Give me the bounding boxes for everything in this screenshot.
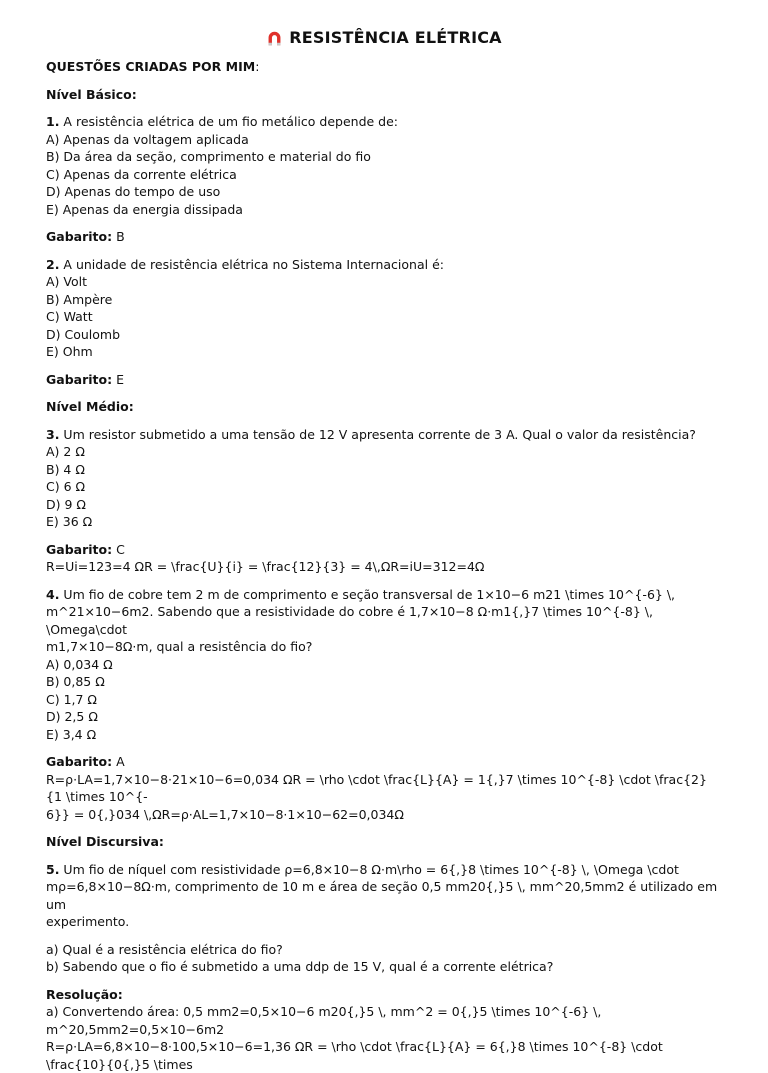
question-4-text-2: m^21×10−6m2. Sabendo que a resistividade do cobre é 1,7×10−8 Ω·m1{,}7 \times 10^{-8} \, \Omega\cdot — [46, 604, 657, 637]
q4-answer-label: Gabarito: — [46, 754, 113, 769]
q4-solution-1: R=ρ·LA=1,7×10−8·21×10−6=0,034 ΩR = \rho \cdot \frac{L}{A} = 1{,}7 \times 10^{-8} \cdot \frac{2}{1 \times 10^{- — [46, 771, 707, 804]
q2-option-b: B) Ampère — [46, 291, 113, 307]
q2-option-d: D) Coulomb — [46, 326, 121, 342]
q3-option-a: A) 2 Ω — [46, 444, 85, 459]
q2-option-e: E) Ohm — [46, 344, 93, 359]
page-title: RESISTÊNCIA ELÉTRICA — [289, 28, 502, 48]
question-2 — [46, 256, 722, 274]
question-4-text-3: m1,7×10−8Ω·m, qual a resistência do fio? — [46, 639, 313, 654]
question-1-text: A resistência elétrica de um fio metálico depende de: — [59, 114, 399, 129]
question-4-number: 4. — [46, 586, 60, 602]
magnet-icon — [266, 30, 283, 47]
question-1-number: 1. — [46, 114, 60, 129]
q1-option-a: A) Apenas da voltagem aplicada — [46, 131, 249, 147]
question-4-text-1: Um fio de cobre tem 2 m de comprimento e seção transversal de 1×10−6 m21 \times 10^{-6} \, — [59, 586, 676, 602]
q5-resolution-label: Resolução: — [46, 986, 123, 1002]
question-5-text-1: Um fio de níquel com resistividade ρ=6,8×10−8 Ω·m\rho = 6{,}8 \times 10^{-8} \, \Omega \cdot — [59, 861, 679, 877]
level-basic-heading: Nível Básico: — [46, 86, 137, 102]
q4-answer-value: A — [112, 754, 125, 769]
question-2-number: 2. — [46, 256, 60, 272]
question-1 — [46, 113, 722, 131]
q4-option-e: E) 3,4 Ω — [46, 726, 97, 742]
q3-answer-label: Gabarito: — [46, 541, 113, 557]
level-medium-heading: Nível Médio: — [46, 399, 134, 414]
q2-option-c: C) Watt — [46, 309, 93, 324]
q2-option-a: A) Volt — [46, 274, 88, 289]
q1-option-d: D) Apenas do tempo de uso — [46, 184, 221, 199]
question-3-number: 3. — [46, 426, 60, 442]
q4-option-b: B) 0,85 Ω — [46, 674, 105, 689]
question-4 — [46, 586, 722, 604]
q4-option-a: A) 0,034 Ω — [46, 656, 113, 672]
q5-resolution-2: R=ρ·LA=6,8×10−8·100,5×10−6=1,36 ΩR = \rho \cdot \frac{L}{A} = 6{,}8 \times 10^{-8} \cdot \frac{10}{0{,}5 \times — [46, 1039, 667, 1072]
q1-answer-label: Gabarito: — [46, 229, 113, 244]
question-3 — [46, 426, 722, 444]
q3-option-b: B) 4 Ω — [46, 461, 85, 477]
q4-option-d: D) 2,5 Ω — [46, 709, 98, 724]
q3-solution: R=Ui=123=4 ΩR = \frac{U}{i} = \frac{12}{3} = 4\,ΩR=iU=312=4Ω — [46, 559, 485, 574]
q3-option-c: C) 6 Ω — [46, 479, 86, 494]
question-5-text-3: experimento. — [46, 914, 130, 929]
q1-option-c: C) Apenas da corrente elétrica — [46, 166, 237, 182]
document-page — [46, 26, 722, 1073]
q1-answer-value: B — [112, 229, 125, 244]
q5-part-a: a) Qual é a resistência elétrica do fio? — [46, 941, 283, 957]
q3-option-e: E) 36 Ω — [46, 514, 93, 529]
question-2-text: A unidade de resistência elétrica no Sistema Internacional é: — [59, 256, 444, 272]
question-5 — [46, 861, 722, 879]
q1-option-b: B) Da área da seção, comprimento e material do fio — [46, 149, 371, 164]
title-row — [46, 26, 722, 50]
q2-answer-value: E — [112, 371, 124, 387]
intro-line — [46, 58, 722, 76]
question-5-text-2: mρ=6,8×10−8Ω·m, comprimento de 10 m e área de seção 0,5 mm20{,}5 \, mm^20,5mm2 é utilizado em um — [46, 879, 722, 912]
question-5-number: 5. — [46, 861, 60, 877]
q3-answer — [46, 541, 722, 559]
q4-option-c: C) 1,7 Ω — [46, 691, 97, 707]
q5-part-b: b) Sabendo que o fio é submetido a uma ddp de 15 V, qual é a corrente elétrica? — [46, 959, 554, 974]
q4-solution-2: 6}} = 0{,}034 \,ΩR=ρ·AL=1,7×10−8·1×10−62=0,034Ω — [46, 806, 404, 822]
q3-option-d: D) 9 Ω — [46, 496, 86, 512]
intro-text: QUESTÕES CRIADAS POR MIM — [46, 59, 256, 74]
q1-answer — [46, 228, 722, 246]
question-3-text: Um resistor submetido a uma tensão de 12 V apresenta corrente de 3 A. Qual o valor da resistência? — [59, 426, 696, 442]
q5-resolution-1: a) Convertendo área: 0,5 mm2=0,5×10−6 m20{,}5 \, mm^2 = 0{,}5 \times 10^{-6} \, m^20,5mm2=0,5×10−6m2 — [46, 1004, 606, 1037]
intro-colon: : — [255, 59, 260, 74]
q1-option-e: E) Apenas da energia dissipada — [46, 201, 243, 217]
q2-answer-label: Gabarito: — [46, 371, 113, 387]
q4-answer — [46, 753, 722, 771]
level-discursive-heading: Nível Discursiva: — [46, 834, 164, 849]
q3-answer-value: C — [112, 541, 125, 557]
q2-answer — [46, 371, 722, 389]
